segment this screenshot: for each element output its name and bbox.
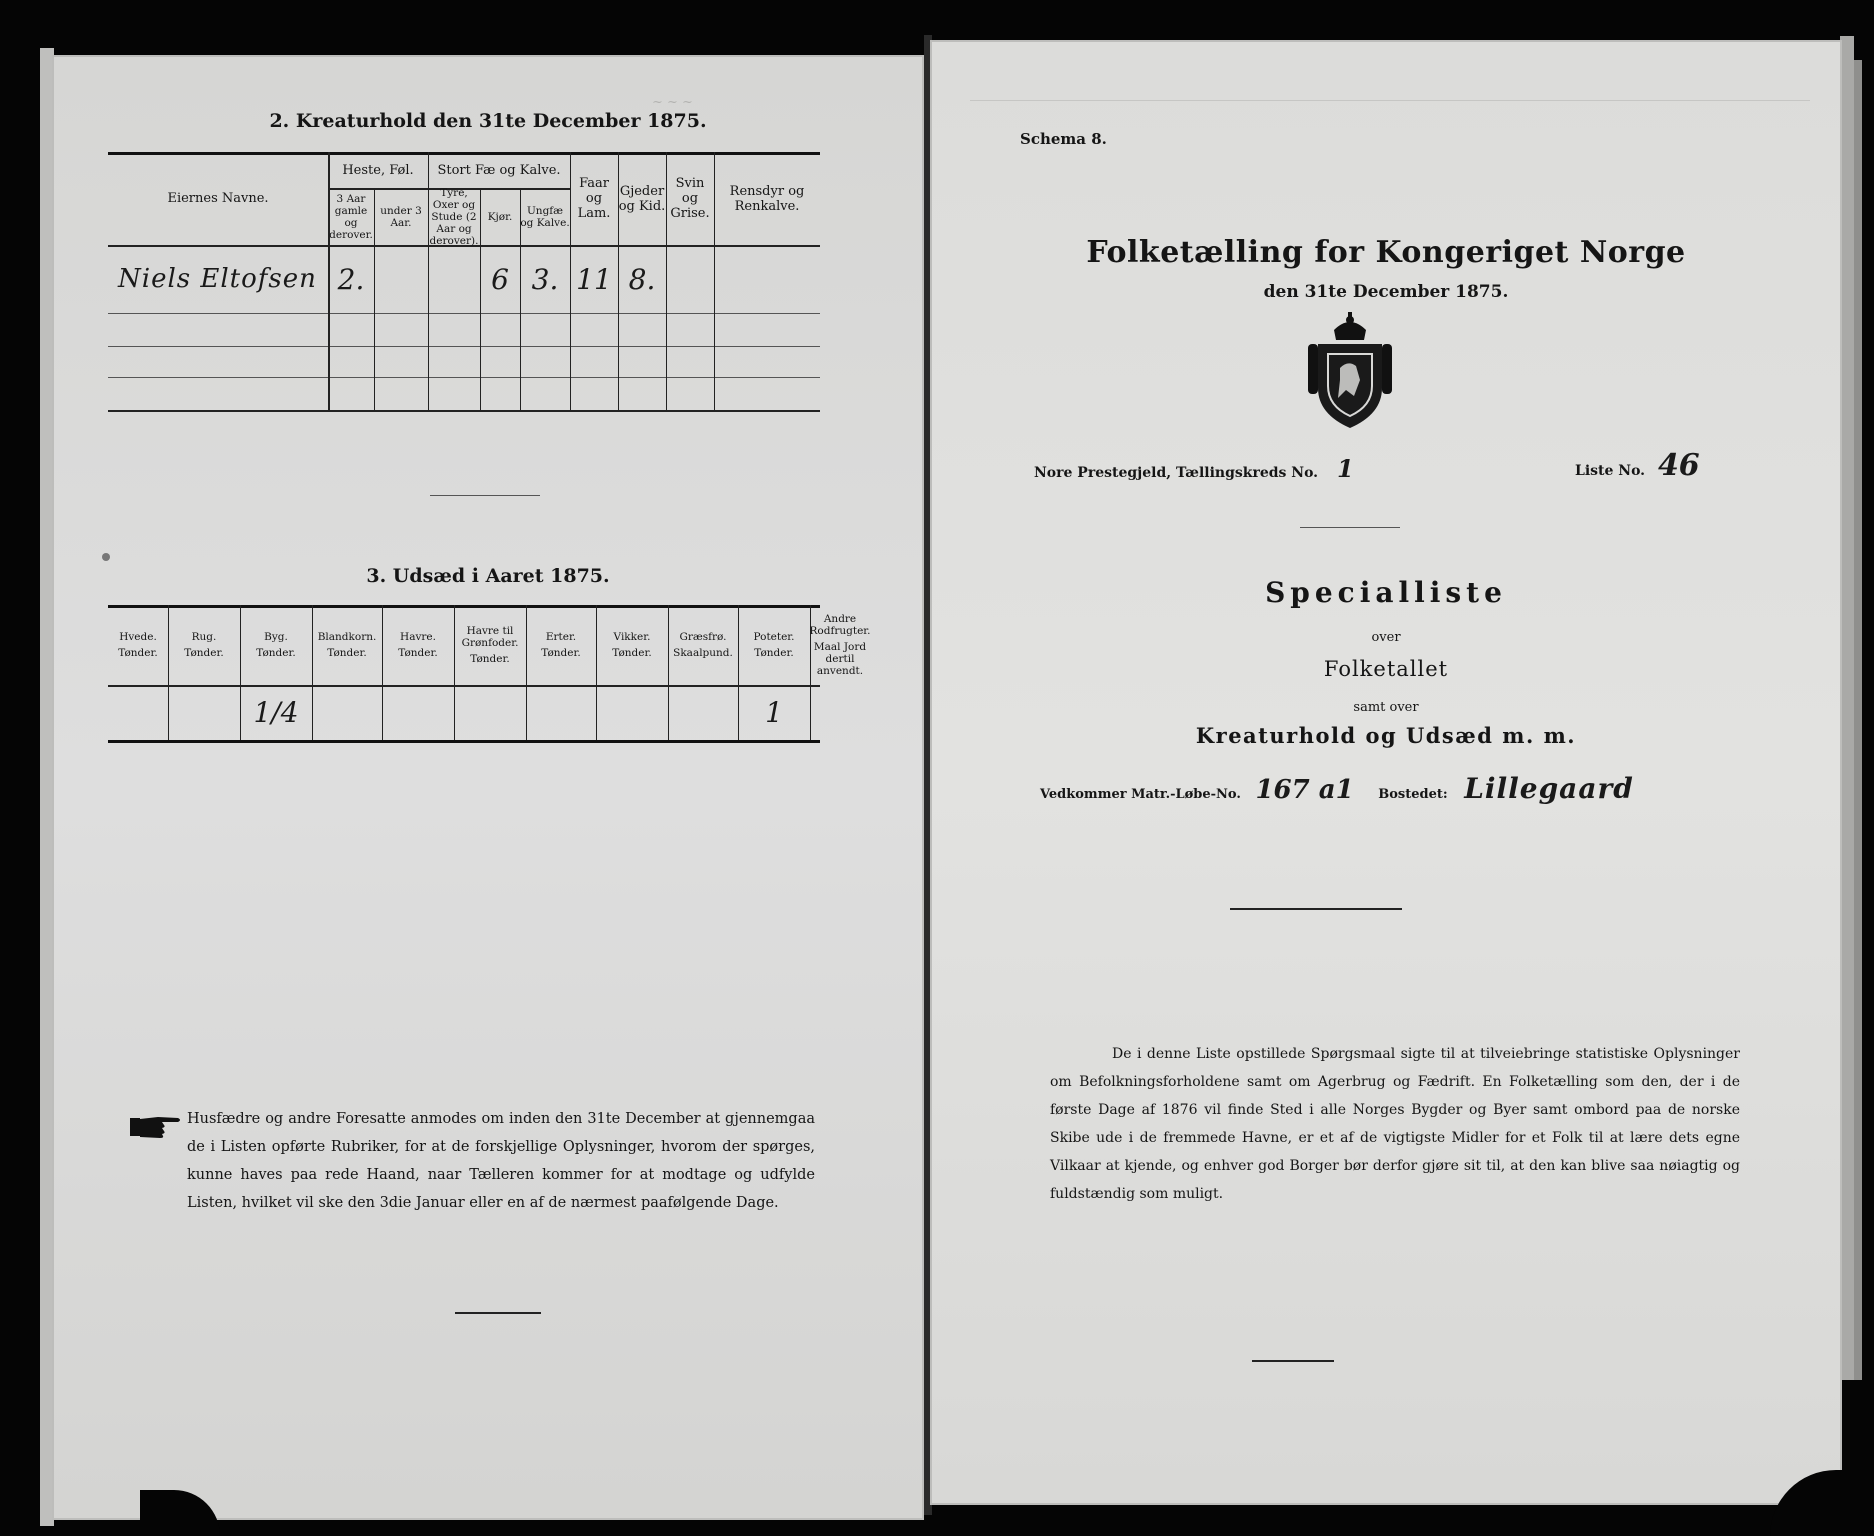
list-label: Liste No.: [1575, 463, 1646, 479]
sowing-value: [382, 685, 454, 740]
cows-value: 6: [491, 262, 509, 296]
horses-old-header: 3 Aar gamle og derover.: [329, 192, 373, 241]
district-label: Nore Prestegjeld, Tællingskreds No.: [1034, 465, 1319, 481]
divider: [455, 1312, 541, 1314]
bosted-value: Lillegaard: [1464, 772, 1634, 805]
sowing-value: [454, 685, 526, 740]
matr-line: [1040, 772, 1634, 805]
sowing-value: 1: [765, 696, 783, 729]
notice-text: Husfædre og andre Foresatte anmodes om inden den 31te December at gjennemgaa de i Listen opførte Rubriker, for at de forskjellige Oplysninger, hvorom der spørges, kunne haves paa rede Haand, naar Tælleren kommer for at modtage og udfylde Listen, hvilket vil ske den 3die Januar eller en af de nærmest paafølgende Dage.: [187, 1111, 815, 1211]
norwegian-coat-of-arms: [1308, 310, 1392, 434]
sowing-crop-name: Blandkorn.: [317, 631, 377, 643]
sowing-unit: Tønder.: [327, 647, 367, 659]
list-number: 46: [1657, 448, 1700, 483]
horses-group-header: Heste, Føl.: [342, 162, 414, 178]
sowing-heading: 3. Udsæd i Aaret 1875.: [366, 565, 610, 587]
reindeer-header: Rensdyr og Renkalve.: [729, 183, 805, 214]
sowing-unit: Tønder.: [612, 647, 652, 659]
pigs-header: Svin og Grise.: [670, 176, 710, 221]
sowing-crop-name: Græsfrø.: [679, 631, 727, 643]
goats-header: Gjeder og Kid.: [618, 183, 666, 214]
bulls-header: Tyre, Oxer og Stude (2 Aar og derover).: [429, 186, 479, 247]
form-title: Folketælling for Kongeriget Norge: [1086, 235, 1686, 270]
sowing-crop-name: Rug.: [191, 631, 217, 643]
sowing-column-header: [168, 605, 240, 685]
divider: [1252, 1360, 1334, 1362]
sowing-crop-name: Hvede.: [119, 631, 157, 643]
sowing-column-header: [810, 605, 870, 685]
sowing-crop-name: Erter.: [545, 631, 577, 643]
sowing-column-header: [312, 605, 382, 685]
samt-over-label: samt over: [1353, 700, 1419, 715]
right-page: [930, 40, 1842, 1505]
bleed-through-text: ~ ~ ~: [652, 95, 693, 110]
sowing-crop-name: Byg.: [264, 631, 288, 643]
divider: [1230, 908, 1402, 910]
sowing-unit: Tønder.: [118, 647, 158, 659]
sowing-unit: Maal Jord dertil anvendt.: [813, 641, 867, 677]
sowing-crop-name: Vikker.: [613, 631, 651, 643]
sowing-column-header: [240, 605, 312, 685]
sowing-column-header: [738, 605, 810, 685]
sowing-value: [596, 685, 668, 740]
sowing-value: [108, 685, 168, 740]
population-label: Folketallet: [1323, 657, 1449, 681]
bosted-label: Bostedet:: [1378, 787, 1448, 802]
special-list-title: Specialliste: [1265, 576, 1507, 609]
sowing-unit: Tønder.: [184, 647, 224, 659]
schema-label: Schema 8.: [1020, 130, 1107, 148]
cattle-group-header: Stort Fæ og Kalve.: [437, 162, 561, 178]
sowing-crop-name: Havre.: [400, 631, 436, 643]
livestock-sowing-label: Kreaturhold og Udsæd m. m.: [1195, 723, 1577, 748]
punch-mark: [102, 553, 110, 561]
young-cattle-header: Ungfæ og Kalve.: [520, 204, 570, 229]
matr-label: Vedkommer Matr.-Løbe-No.: [1040, 787, 1241, 802]
sowing-value: [312, 685, 382, 740]
horse-old-value: 2.: [337, 262, 365, 296]
sowing-unit: Tønder.: [541, 647, 581, 659]
form-subtitle: den 31te December 1875.: [1263, 282, 1509, 302]
sowing-value: [526, 685, 596, 740]
cows-header: Kjør.: [487, 210, 513, 223]
sowing-value: 1/4: [253, 696, 299, 729]
divider: [430, 495, 540, 496]
sowing-column-header: [454, 605, 526, 685]
sowing-value: [168, 685, 240, 740]
sheep-value: 11: [576, 262, 612, 296]
district-number: 1: [1336, 454, 1354, 483]
over-label: over: [1371, 630, 1401, 645]
sowing-crop-name: Havre til Grønfoder.: [461, 625, 519, 649]
sowing-unit: Tønder.: [398, 647, 438, 659]
explanatory-paragraph: De i denne Liste opstillede Spørgsmaal sigte til at tilveiebringe statistiske Oplysninger om Befolkningsforholdene samt om Agerbrug og Fædrift. En Folketælling som den, der i de første Dage af 1876 vil finde Sted i alle Norges Bygder og Byer samt ombord paa de norske Skibe ude i de fremmede Havne, er et af de vigtigste Midler for et Folk til at lære dets egne Vilkaar at kjende, og enhver god Borger bør derfor gjøre sit til, at den kan blive saa nøiagtig og fuldstændig som muligt.: [1050, 1046, 1740, 1202]
sowing-crop-name: Poteter.: [753, 631, 795, 643]
sowing-value: [668, 685, 738, 740]
sowing-crop-name: Andre Rodfrugter.: [809, 613, 871, 637]
sowing-unit: Skaalpund.: [673, 647, 733, 659]
sowing-unit: Tønder.: [470, 653, 510, 665]
livestock-heading: 2. Kreaturhold den 31te December 1875.: [269, 110, 707, 132]
divider: [1300, 527, 1400, 528]
sowing-column-header: [526, 605, 596, 685]
sowing-column-header: [382, 605, 454, 685]
sowing-column-header: [108, 605, 168, 685]
sowing-column-header: [596, 605, 668, 685]
owner-column-header: Eiernes Navne.: [167, 191, 269, 206]
sheep-header: Faar og Lam.: [577, 176, 611, 221]
sowing-unit: Tønder.: [256, 647, 296, 659]
matr-number: 167 a1: [1255, 775, 1354, 805]
sowing-unit: Tønder.: [754, 647, 794, 659]
list-line: [1575, 448, 1700, 483]
sowing-value: [810, 685, 870, 740]
sowing-column-header: [668, 605, 738, 685]
owner-name: Niels Eltofsen: [118, 263, 317, 294]
horses-young-header: under 3 Aar.: [380, 204, 422, 229]
left-page: [52, 55, 924, 1520]
district-line: [1034, 454, 1354, 483]
young-cattle-value: 3.: [531, 262, 559, 296]
goats-value: 8.: [628, 262, 656, 296]
pointing-hand-icon: [130, 1112, 182, 1146]
